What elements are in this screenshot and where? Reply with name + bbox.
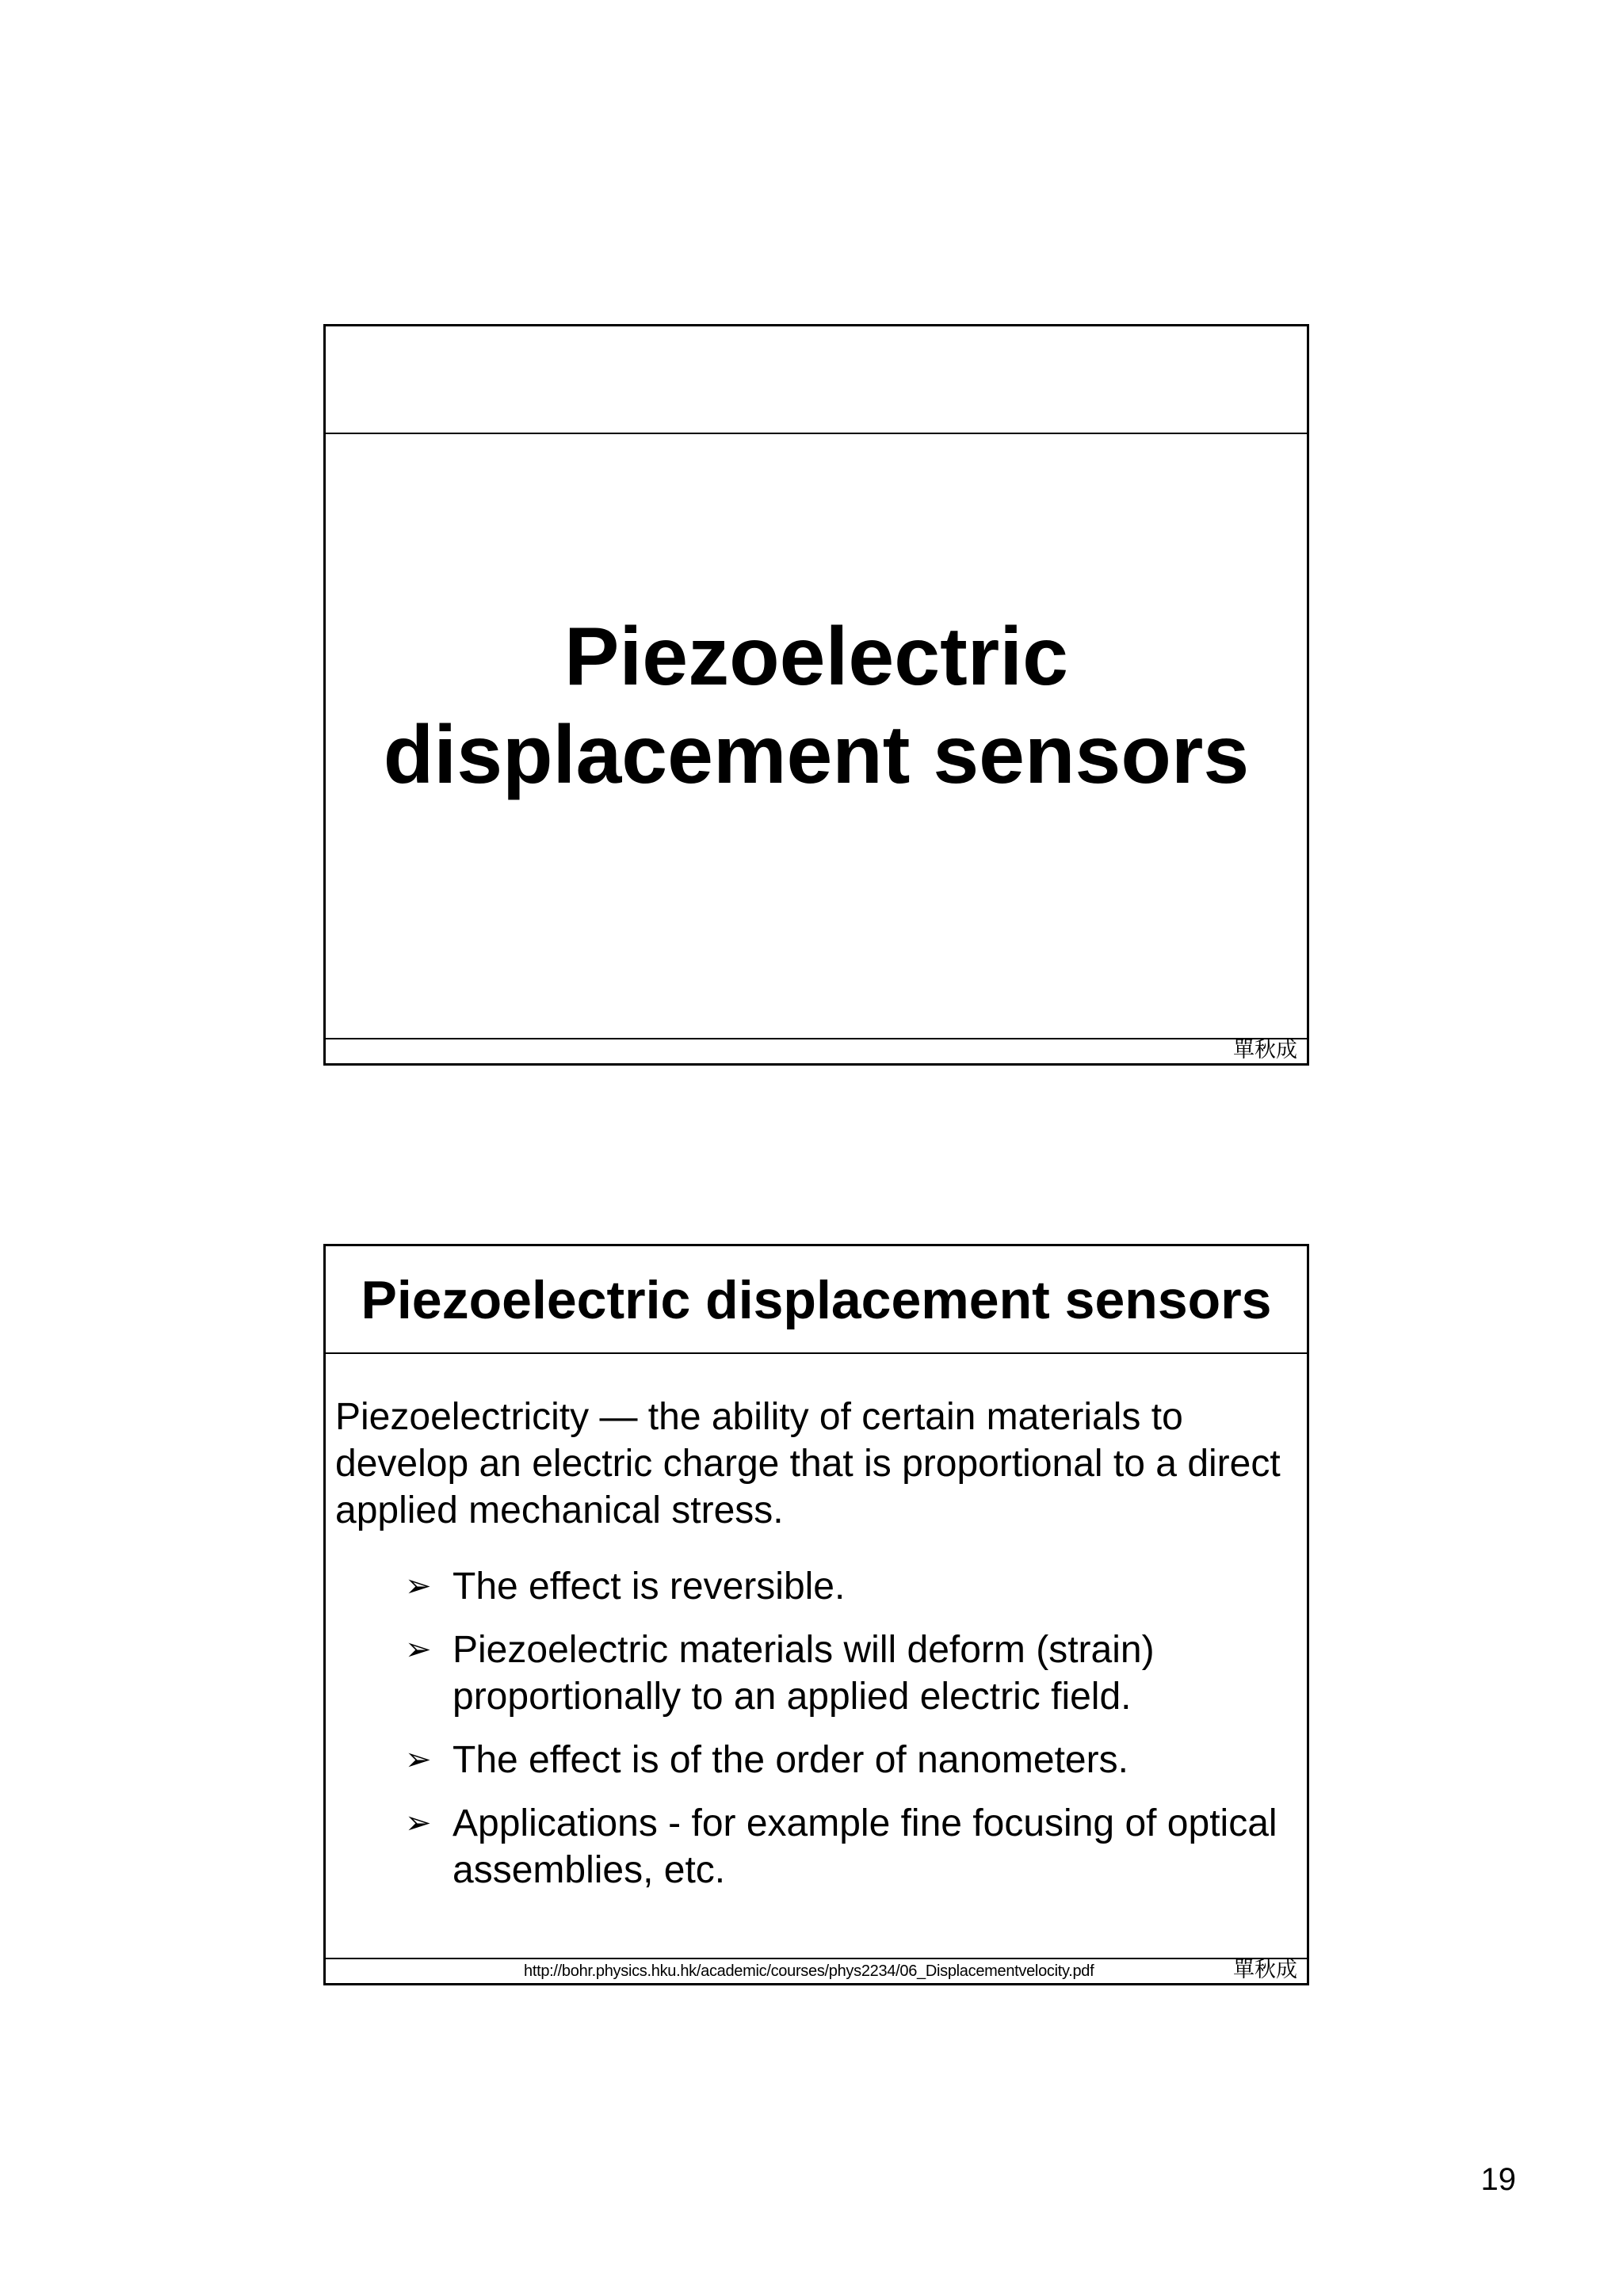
slide-1-footer-divider	[326, 1038, 1307, 1039]
arrow-bullet-icon: ➢	[405, 1568, 432, 1604]
arrow-bullet-icon: ➢	[405, 1741, 432, 1778]
slide-2-footer-divider	[326, 1958, 1307, 1959]
bullet-text: The effect is reversible.	[453, 1566, 846, 1608]
list-item	[405, 1737, 1297, 1783]
bullet-text: Piezoelectric materials will deform (strain) proportionally to an applied electric field.	[453, 1629, 1155, 1718]
slide-1-title-line-2: displacement sensors	[383, 709, 1250, 801]
slide-1-title-bar	[326, 326, 1307, 434]
slide-1-title	[326, 608, 1307, 804]
list-item	[405, 1563, 1297, 1610]
page-number: 19	[1480, 2162, 1516, 2197]
list-item	[405, 1627, 1297, 1720]
slide-2	[323, 1244, 1309, 1985]
list-item	[405, 1800, 1297, 1894]
slide-2-author: 單秋成	[1233, 1958, 1297, 1982]
slide-2-bullet-list	[405, 1563, 1297, 1910]
arrow-bullet-icon: ➢	[405, 1805, 432, 1841]
bullet-text: The effect is of the order of nanometers.	[453, 1739, 1128, 1781]
source-url: http://bohr.physics.hku.hk/academic/courses/phys2234/06_Displacementvelocity.pdf	[524, 1962, 1094, 1980]
bullet-text: Applications - for example fine focusing of optical assemblies, etc.	[453, 1802, 1277, 1891]
slide-2-title: Piezoelectric displacement sensors	[361, 1270, 1272, 1330]
slide-1-author: 單秋成	[1233, 1038, 1297, 1062]
arrow-bullet-icon: ➢	[405, 1631, 432, 1668]
slide-1-title-line-1: Piezoelectric	[564, 611, 1068, 703]
slide-1	[323, 324, 1309, 1066]
slide-2-intro-text: Piezoelectricity — the ability of certain materials to develop an electric charge that is proportional to a direct applied mechanical stress.	[335, 1396, 1281, 1531]
